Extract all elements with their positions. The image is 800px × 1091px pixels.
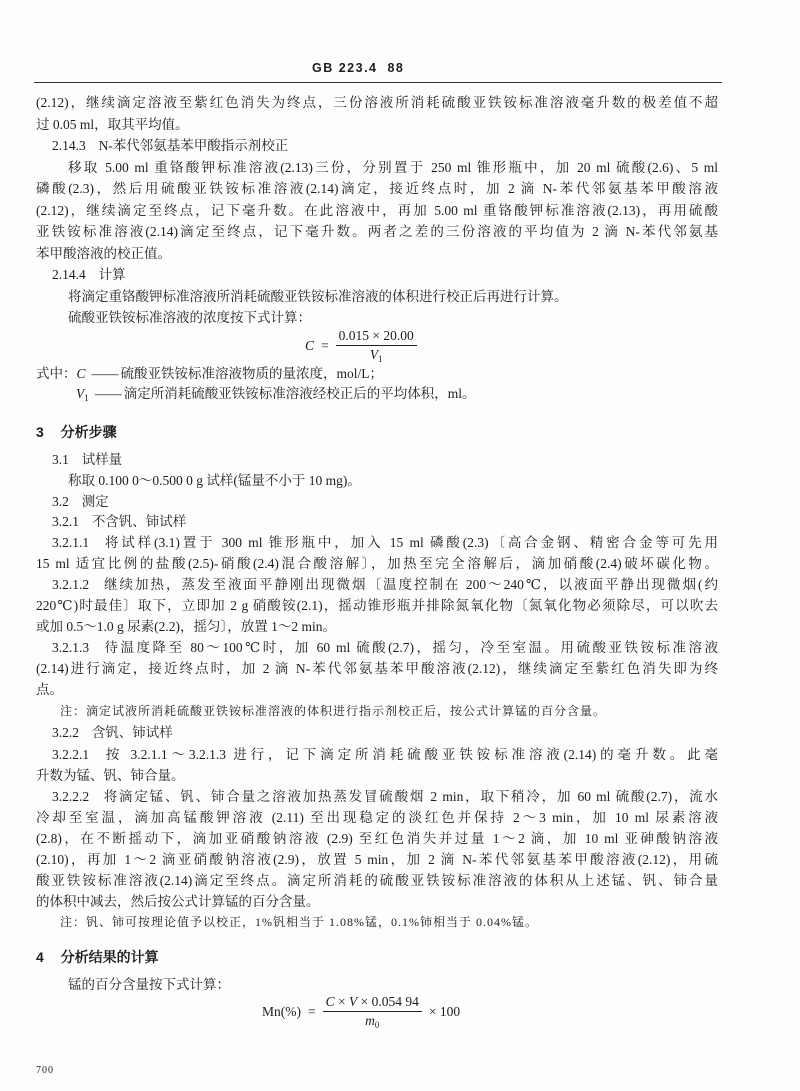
text-line: (2.12)，继续滴定溶液至紫红色消失为终点，三份溶液所消耗硫酸亚铁铵标准溶液毫升数的极差值不超	[36, 95, 718, 110]
text-line: 按 3.2.1.1～3.2.1.3 进行，记下滴定所消耗硫酸亚铁铵标准溶液(2.14)的毫升数。此毫	[101, 747, 718, 762]
paragraph-first-line	[52, 639, 718, 657]
clause-heading-3-2	[52, 493, 109, 511]
where-definition: 硫酸亚铁铵标准溶液物质的量浓度，mol/L；	[120, 366, 384, 381]
paragraph-first-line	[52, 788, 718, 806]
clause-title: 测定	[81, 494, 109, 509]
numerator-symbol-v: V	[349, 994, 358, 1009]
numerator-operator: ×	[338, 994, 346, 1009]
formula-fraction	[336, 327, 417, 364]
where-symbol: C	[76, 366, 86, 381]
chapter-heading-4	[36, 948, 159, 966]
denominator-subscript: 1	[378, 354, 383, 364]
paragraph-first-line	[52, 576, 718, 594]
formula-numerator: 0.015 × 20.00	[338, 328, 414, 343]
where-dash: ——	[94, 386, 122, 401]
text-line: 酸亚铁铵标准溶液(2.14)滴定至终点。滴定所消耗的硫酸亚铁铵标准溶液的体积从上述锰、钒、铈合量	[36, 873, 718, 888]
paragraph-first-line	[52, 534, 718, 552]
text-line: 将试样(3.1)置于 300 ml 锥形瓶中，加入 15 ml 磷酸(2.3)〔高合金钢、精密合金等可先用	[101, 535, 718, 550]
text-line: 220℃)时最佳〕取下，立即加 2 g 硝酸铵(2.1)，摇动锥形瓶并排除氮氧化物〔氮氧化物必须除尽，可以吹去	[36, 598, 718, 613]
clause-heading-3-2-1	[52, 513, 186, 531]
text-line: (2.8)，在不断摇动下，滴加亚硝酸钠溶液 (2.9) 至红色消失并过量 1～2 滴，加 10 ml 亚砷酸钠溶液	[36, 831, 718, 846]
where-dash: ——	[91, 366, 119, 381]
clause-number: 3.2.1.3	[52, 640, 90, 655]
chapter-title: 分析步骤	[60, 424, 117, 440]
text-line: 过 0.05 ml，取其平均值。	[36, 117, 189, 132]
clause-number: 3.2.2.2	[52, 789, 90, 804]
where-term-v1	[76, 385, 476, 403]
header-rule	[34, 82, 722, 83]
formula-denominator	[362, 1012, 382, 1030]
clause-heading-3-2-2	[52, 724, 173, 742]
text-line: 15 ml 适宜比例的盐酸(2.5)-硝酸(2.4)混合酸溶解〕，加热至完全溶解后，滴加硝酸(2.4)破坏碳化物。	[36, 556, 718, 571]
clause-number: 3.2.2.1	[52, 747, 90, 762]
clause-number: 3.2.1	[52, 514, 79, 529]
clause-title: 含钒、铈试样	[91, 725, 173, 740]
text-line: 的体积中减去，然后按公式计算锰的百分含量。	[36, 894, 320, 909]
text-line: 待温度降至 80～100℃时，加 60 ml 硫酸(2.7)，摇匀，冷至室温。用硫酸亚铁铵标准溶液	[101, 640, 718, 655]
text-line: (2.10)，再加 1～2 滴亚硝酸钠溶液(2.9)，放置 5 min，加 2 滴 N-苯代邻氨基苯甲酸溶液(2.12)，用硫	[36, 852, 718, 867]
formula-equals: =	[321, 337, 329, 353]
numerator-operator: ×	[360, 994, 369, 1009]
formula-fraction	[323, 993, 422, 1030]
text-line: 或加 0.5～1.0 g 尿素(2.2)，摇匀〕，放置 1～2 min。	[36, 619, 336, 634]
page-number: 700	[36, 1065, 54, 1076]
clause-number: 2.14.3	[52, 138, 86, 153]
text-line: (2.14)进行滴定，接近终点时，加 2 滴 N-苯代邻氨基苯甲酸溶液(2.12)，继续滴定至紫红色消失即为终	[36, 661, 718, 676]
text-line: 冷却至室温，滴加高锰酸钾溶液 (2.11) 至出现稳定的淡红色并保持 2～3 min，加 10 ml 尿素溶液	[36, 810, 718, 825]
denominator-symbol: m	[365, 1013, 375, 1028]
formula-numerator	[323, 993, 422, 1011]
paragraph-first-line	[52, 746, 718, 764]
clause-number: 2.14.4	[52, 267, 86, 282]
where-term-c	[36, 365, 383, 383]
text-line: 继续加热，蒸发至液面平静刚出现微烟〔温度控制在 200～240℃，以液面平静出现微烟(约	[101, 577, 718, 592]
where-definition: 滴定所消耗硫酸亚铁铵标准溶液经校正后的平均体积，ml。	[123, 386, 476, 401]
numerator-constant: 0.054 94	[371, 994, 419, 1009]
text-line: 磷酸(2.3)，然后用硫酸亚铁铵标准溶液(2.14)滴定，接近终点时，加 2 滴 N-苯代邻氨基苯甲酸溶液	[36, 181, 718, 196]
denominator-subscript: 0	[374, 1020, 380, 1030]
clause-title: 试样量	[81, 452, 123, 467]
where-subscript: 1	[84, 393, 89, 403]
note: 注：滴定试液所消耗硫酸亚铁铵标准溶液的体积进行指示剂校正后，按公式计算锰的百分含量。	[60, 704, 607, 718]
clause-number: 3.2.1.2	[52, 577, 90, 592]
clause-number: 3.2.2	[52, 725, 79, 740]
text-line: 移取 5.00 ml 重铬酸钾标准溶液(2.13)三份，分别置于 250 ml 锥形瓶中，加 20 ml 硫酸(2.6)、5 ml	[68, 160, 718, 175]
text-line: 点。	[36, 682, 63, 697]
text-line: 称取 0.100 0～0.500 0 g 试样(锰量不小于 10 mg)。	[68, 473, 361, 488]
chapter-heading-3	[36, 423, 117, 441]
clause-title: 不含钒、铈试样	[91, 514, 187, 529]
clause-heading-2-14-4	[52, 266, 126, 284]
note: 注：钒、铈可按理论值予以校正，1%钒相当于 1.08%锰，0.1%铈相当于 0.04%锰。	[60, 915, 538, 929]
concentration-formula	[305, 327, 417, 364]
clause-heading-2-14-3	[52, 137, 288, 155]
clause-heading-3-1	[52, 451, 122, 469]
chapter-number: 4	[36, 949, 44, 965]
text-line: 锰的百分含量按下式计算：	[68, 977, 230, 992]
formula-lhs: Mn(%)	[262, 1003, 301, 1019]
formula-multiplier: × 100	[428, 1003, 461, 1019]
clause-title: 计算	[98, 267, 126, 282]
denominator-symbol: V	[369, 347, 379, 362]
clause-number: 3.2	[52, 494, 69, 509]
text-line: 苯甲酸溶液的校正值。	[36, 246, 171, 261]
text-line: (2.12)，继续滴定至终点，记下毫升数。在此溶液中，再加 5.00 ml 重铬酸钾标准溶液(2.13)，再用硫酸	[36, 203, 718, 218]
where-symbol: V	[76, 386, 85, 401]
where-prefix: 式中：	[36, 366, 77, 381]
text-line: 将滴定锰、钒、铈合量之溶液加热蒸发冒硫酸烟 2 min，取下稍冷，加 60 ml 硫酸(2.7)，流水	[101, 789, 718, 804]
chapter-number: 3	[36, 424, 44, 440]
formula-denominator	[367, 346, 386, 364]
manganese-formula	[262, 993, 460, 1030]
chapter-title: 分析结果的计算	[60, 949, 159, 965]
numerator-symbol-c: C	[325, 994, 335, 1009]
clause-title: N-苯代邻氨基苯甲酸指示剂校正	[98, 138, 289, 153]
text-line: 升数为锰、钒、铈合量。	[36, 768, 185, 783]
text-line: 亚铁铵标准溶液(2.14)滴定至终点，记下毫升数。两者之差的三份溶液的平均值为 2 滴 N-苯代邻氨基	[36, 224, 718, 239]
formula-lhs: C	[305, 337, 315, 353]
standard-code-header: GB 223.4 88	[312, 61, 405, 75]
text-line: 硫酸亚铁铵标准溶液的浓度按下式计算：	[68, 310, 311, 325]
formula-equals: =	[308, 1003, 316, 1019]
clause-number: 3.2.1.1	[52, 535, 90, 550]
clause-number: 3.1	[52, 452, 69, 467]
text-line: 将滴定重铬酸钾标准溶液所消耗硫酸亚铁铵标准溶液的体积进行校正后再进行计算。	[68, 289, 568, 304]
